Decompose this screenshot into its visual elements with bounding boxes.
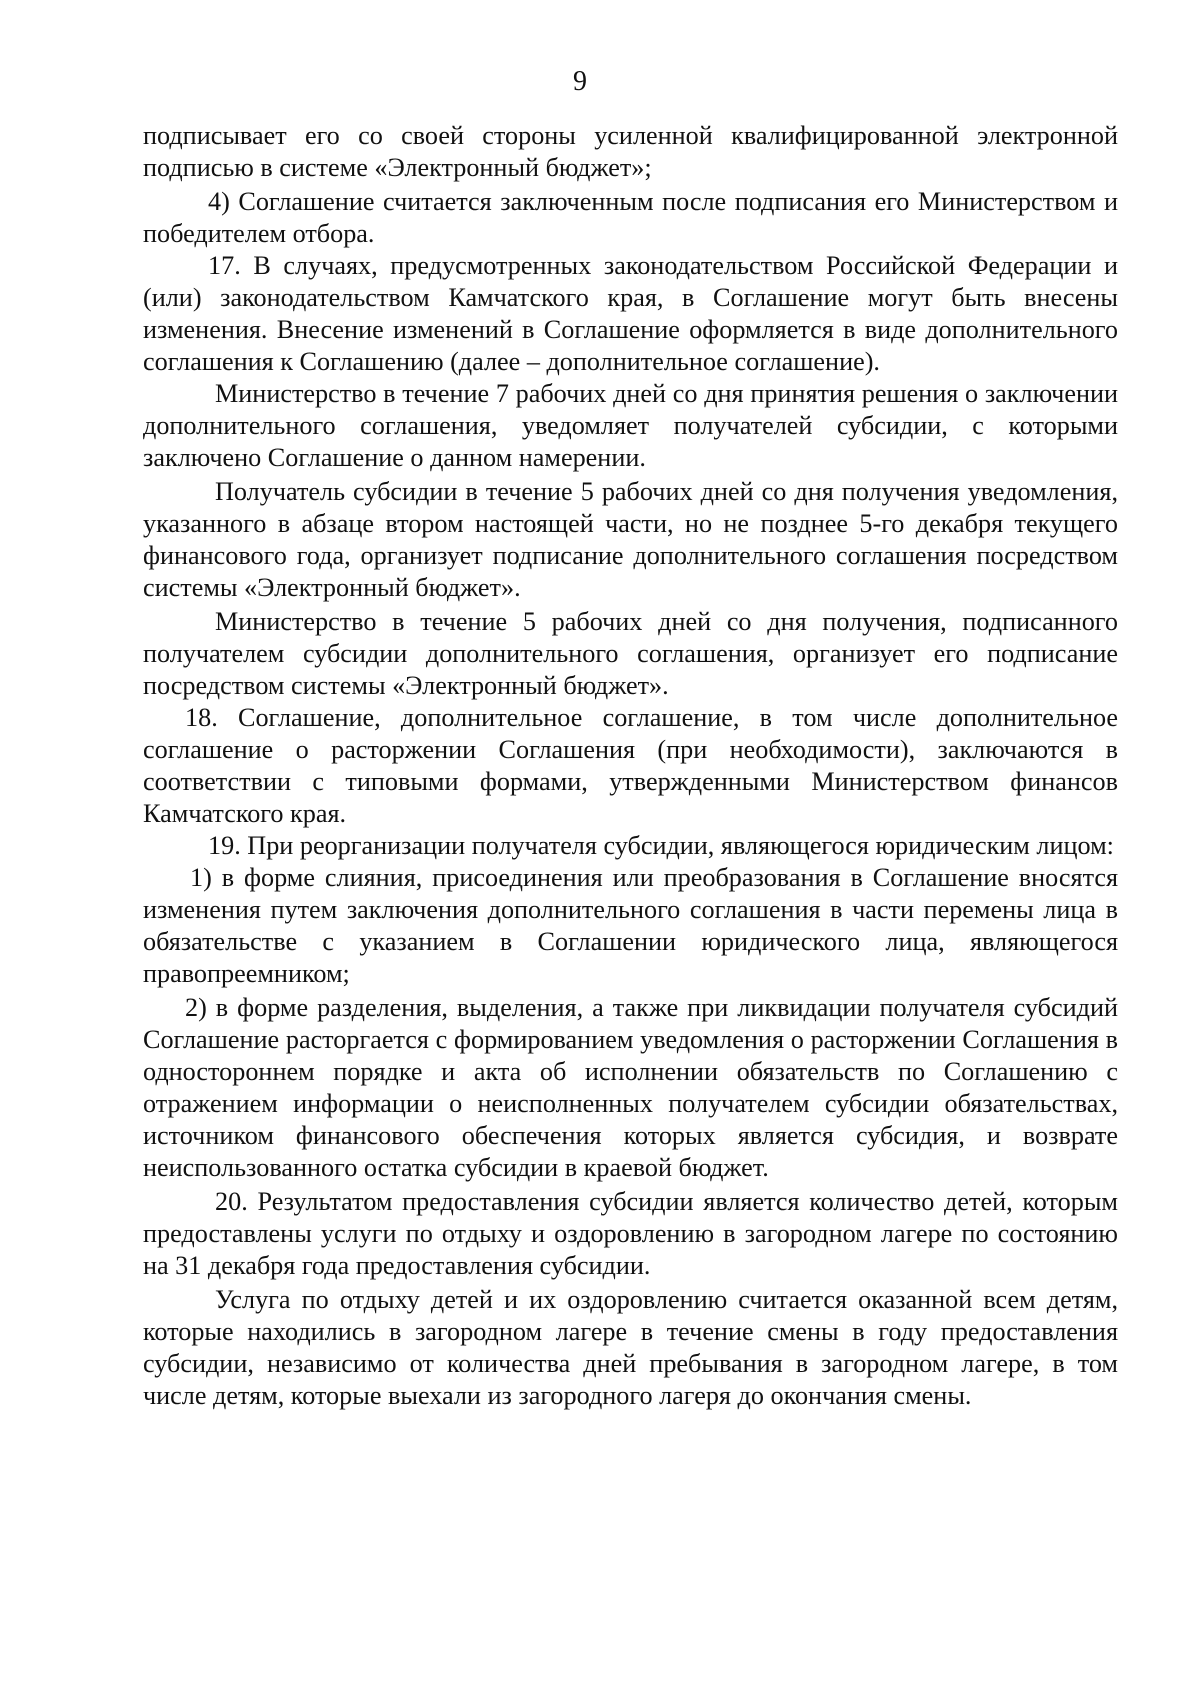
paragraph-item-2: 2) в форме разделения, выделения, а также при ликвидации получателя субсидий Соглашение расторгается с формированием уведомления о расторжении Соглашения в одностороннем порядке и акта об исполнении обязательств по Соглашению с отражением информации о неисполненных получателем субсидии обязательствах, источником финансового обеспечения которых является субсидия, и возврате неиспользованного остатка субсидии в краевой бюджет. — [143, 993, 1118, 1182]
paragraph-section-19: 19. При реорганизации получателя субсидии, являющегося юридическим лицом: — [208, 831, 1114, 860]
paragraph-recipient-signing: Получатель субсидии в течение 5 рабочих дней со дня получения уведомления, указанного в абзаце втором настоящей части, но не позднее 5-го декабря текущего финансового года, организует подписание дополнительного соглашения посредством системы «Электронный бюджет». — [143, 477, 1118, 602]
paragraph-item-4: 4) Соглашение считается заключенным после подписания его Министерством и победителем отбора. — [143, 187, 1118, 248]
paragraph-continuation: подписывает его со своей стороны усиленной квалифицированной электронной подписью в системе «Электронный бюджет»; — [143, 121, 1118, 182]
document-body — [143, 120, 1118, 1412]
paragraph-section-17: 17. В случаях, предусмотренных законодательством Российской Федерации и (или) законодательством Камчатского края, в Соглашение могут быть внесены изменения. Внесение изменений в Соглашение оформляется в виде дополнительного соглашения к Соглашению (далее – дополнительное соглашение). — [143, 251, 1118, 376]
paragraph-section-20: 20. Результатом предоставления субсидии является количество детей, которым предоставлены услуги по отдыху и оздоровлению в загородном лагере по состоянию на 31 декабря года предоставления субсидии. — [143, 1187, 1118, 1280]
paragraph-section-18: 18. Соглашение, дополнительное соглашение, в том числе дополнительное соглашение о расторжении Соглашения (при необходимости), заключаются в соответствии с типовыми формами, утвержденными Министерством финансов Камчатского края. — [143, 703, 1118, 828]
page-number: 9 — [573, 66, 587, 97]
paragraph-ministry-notice: Министерство в течение 7 рабочих дней со дня принятия решения о заключении дополнительного соглашения, уведомляет получателей субсидии, с которыми заключено Соглашение о данном намерении. — [143, 379, 1118, 472]
paragraph-ministry-signing: Министерство в течение 5 рабочих дней со дня получения, подписанного получателем субсидии дополнительного соглашения, организует его подписание посредством системы «Электронный бюджет». — [143, 607, 1118, 700]
paragraph-service-definition: Услуга по отдыху детей и их оздоровлению считается оказанной всем детям, которые находились в загородном лагере в течение смены в году предоставления субсидии, независимо от количества дней пребывания в загородном лагере, в том числе детям, которые выехали из загородного лагеря до окончания смены. — [143, 1285, 1118, 1410]
paragraph-item-1: 1) в форме слияния, присоединения или преобразования в Соглашение вносятся изменения путем заключения дополнительного соглашения в части перемены лица в обязательстве с указанием в Соглашении юридического лица, являющегося правопреемником; — [143, 863, 1118, 988]
